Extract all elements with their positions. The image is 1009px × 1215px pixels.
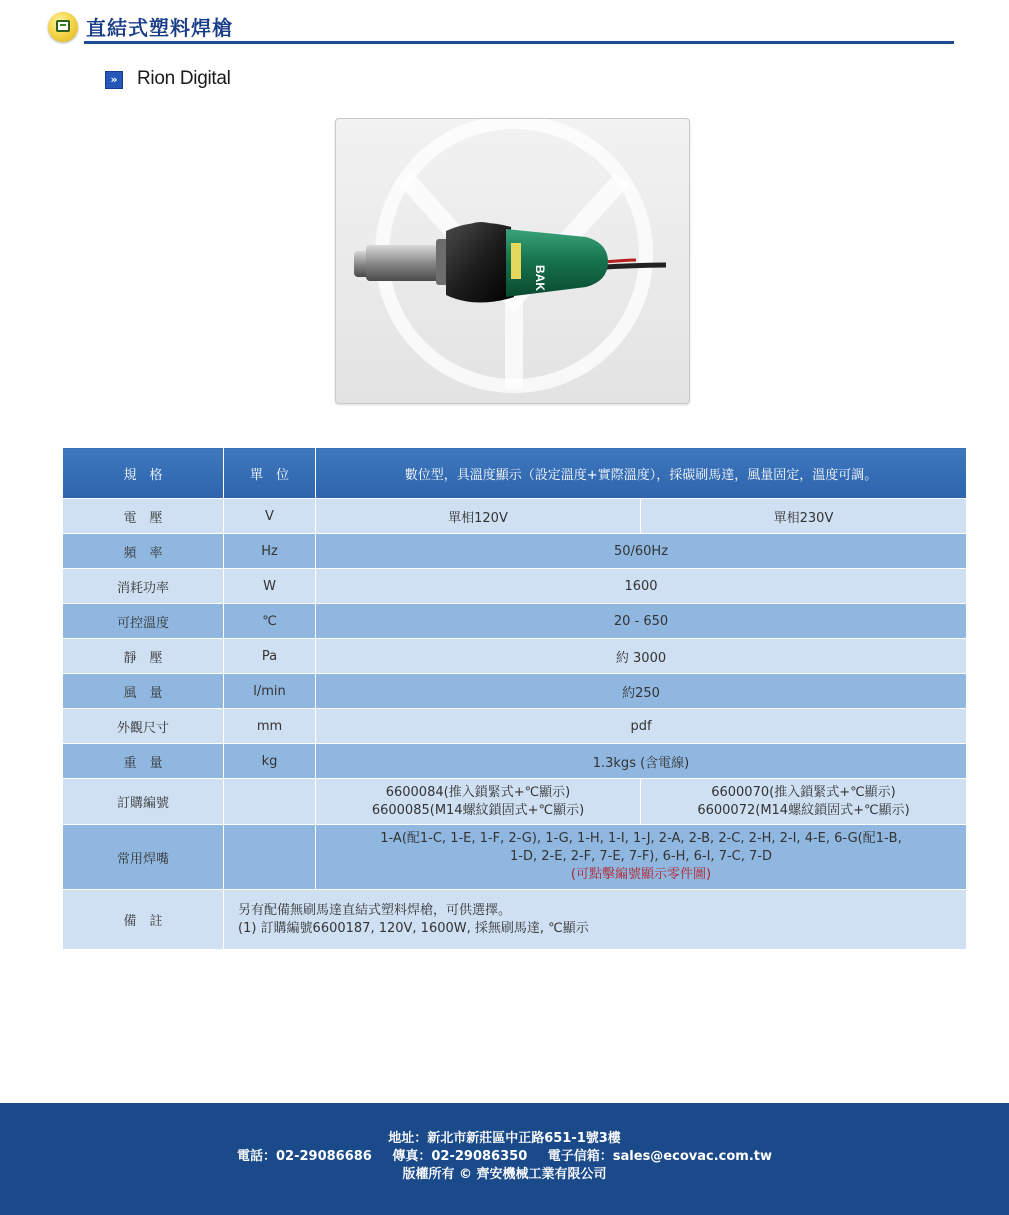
row-label: 風 量: [63, 674, 224, 709]
table-row: [63, 534, 967, 569]
nozzle-codes-line[interactable]: 1-A(配1-C, 1-E, 1-F, 2-G), 1-G, 1-H, 1-I, 1-J, 2-A, 2-B, 2-C, 2-H, 2-I, 4-E, 6-G(配1-B,: [380, 831, 902, 846]
product-name: Rion Digital: [137, 68, 231, 89]
footer-copyright: 版權所有 © 齊安機械工業有限公司: [402, 1167, 607, 1182]
order-number: 6600084(推入鎖緊式+℃顯示): [385, 784, 571, 800]
row-value: 約 3000: [316, 639, 967, 674]
spec-table: [62, 447, 967, 950]
row-label: 常用焊嘴: [63, 825, 224, 890]
hot-air-gun-image: [336, 119, 690, 404]
page-title: 直結式塑料焊槍: [86, 16, 233, 40]
row-value: 約250: [316, 674, 967, 709]
row-label: 靜 壓: [63, 639, 224, 674]
footer-email-link[interactable]: 電子信箱：sales@ecovac.com.tw: [547, 1149, 772, 1164]
row-label: 頻 率: [63, 534, 224, 569]
footer-address: 地址：新北市新莊區中正路651-1號3樓: [388, 1131, 621, 1146]
row-unit: Pa: [224, 639, 316, 674]
row-value-a: 單相120V: [316, 499, 641, 534]
table-row: [63, 709, 967, 744]
row-value: 1600: [316, 569, 967, 604]
nozzle-codes-line[interactable]: 1-D, 2-E, 2-F, 7-E, 7-F), 6-H, 6-I, 7-C, 7-D: [510, 849, 772, 864]
double-chevron-right-icon: »: [105, 71, 123, 89]
row-unit: kg: [224, 744, 316, 779]
nozzle-row: [63, 825, 967, 890]
row-unit: Hz: [224, 534, 316, 569]
table-row: [63, 569, 967, 604]
row-unit: ℃: [224, 604, 316, 639]
header-description: 數位型，具溫度顯示（設定溫度+實際溫度），採碳刷馬達，風量固定，溫度可調。: [316, 448, 967, 499]
footer-fax: 傳真：02-29086350: [392, 1149, 528, 1164]
row-label: 外觀尺寸: [63, 709, 224, 744]
row-value-b: 單相230V: [641, 499, 967, 534]
row-unit: [224, 825, 316, 890]
gun-brand-label: BAK: [533, 265, 547, 291]
order-numbers-120v: [316, 779, 641, 825]
table-row: [63, 674, 967, 709]
row-value-pdf-link[interactable]: pdf: [316, 709, 967, 744]
header-spec: 規 格: [63, 448, 224, 499]
row-label: 重 量: [63, 744, 224, 779]
header-divider: [84, 41, 954, 44]
row-label: 消耗功率: [63, 569, 224, 604]
order-number: 6600085(M14螺紋鎖固式+℃顯示): [371, 802, 585, 818]
footer-contact: [0, 1148, 1009, 1166]
order-numbers-230v: [641, 779, 967, 825]
window-badge-icon: [48, 12, 78, 42]
row-unit: l/min: [224, 674, 316, 709]
table-row: [63, 604, 967, 639]
row-label: 備 註: [63, 890, 224, 950]
table-row: [63, 744, 967, 779]
order-number: 6600072(M14螺紋鎖固式+℃顯示): [697, 802, 910, 818]
remarks-line: 另有配備無刷馬達直結式塑料焊槍，可供選擇。: [238, 902, 512, 918]
order-number-row: [63, 779, 967, 825]
row-unit: mm: [224, 709, 316, 744]
page-header: [44, 8, 954, 50]
nozzle-parts-hint: (可點擊編號顯示零件圖): [570, 867, 712, 882]
header-unit: 單 位: [224, 448, 316, 499]
table-header-row: [63, 448, 967, 499]
row-unit: [224, 779, 316, 825]
row-unit: V: [224, 499, 316, 534]
nozzle-list: [316, 825, 967, 890]
remarks-text: [224, 890, 967, 950]
footer-phone: 電話：02-29086686: [237, 1149, 372, 1164]
row-value: 1.3kgs (含電線): [316, 744, 967, 779]
table-row: [63, 499, 967, 534]
product-photo: [335, 118, 690, 404]
row-unit: W: [224, 569, 316, 604]
row-label: 電 壓: [63, 499, 224, 534]
row-value: 20 - 650: [316, 604, 967, 639]
page-footer: [0, 1103, 1009, 1215]
remarks-row: [63, 890, 967, 950]
row-label: 訂購編號: [63, 779, 224, 825]
row-label: 可控溫度: [63, 604, 224, 639]
row-value: 50/60Hz: [316, 534, 967, 569]
order-number: 6600070(推入鎖緊式+℃顯示): [711, 784, 896, 800]
remarks-line: (1) 訂購編號6600187, 120V, 1600W, 採無刷馬達, ℃顯示: [238, 920, 589, 936]
table-row: [63, 639, 967, 674]
